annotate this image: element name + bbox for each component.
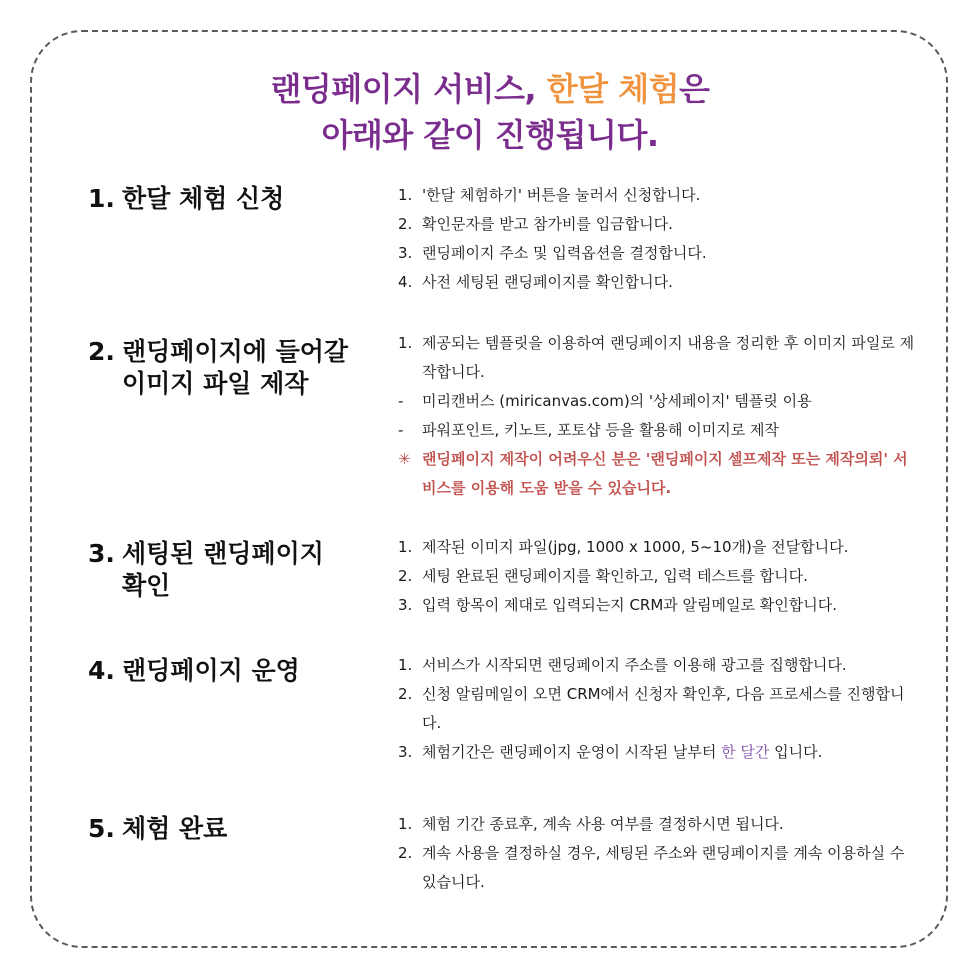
section-title: 4. 랜딩페이지 운영 [88,656,300,685]
highlight-text: 한 달간 [721,743,770,761]
list-item: 1. '한달 체험하기' 버튼을 눌러서 신청합니다. [398,186,701,204]
list-item: - 미리캔버스 (miricanvas.com)의 '상세페이지' 템플릿 이용 [398,392,812,410]
section-title: 1. 한달 체험 신청 [88,184,285,213]
list-item: 3. 입력 항목이 제대로 입력되는지 CRM과 알림메일로 확인합니다. [398,596,837,614]
list-item: 2. 계속 사용을 결정하실 경우, 세팅된 주소와 랜딩페이지를 계속 이용하실 수 있습니다. [398,844,905,891]
section-items [398,329,918,503]
section-items [398,810,918,897]
list-item: 3. 랜딩페이지 주소 및 입력옵션을 결정합니다. [398,244,707,262]
notice-item: ✳ 랜딩페이지 제작이 어려우신 분은 '랜딩페이지 셀프제작 또는 제작의뢰' 서비스를 이용해 도움 받을 수 있습니다. [398,450,908,497]
list-item: 4. 사전 세팅된 랜딩페이지를 확인합니다. [398,273,673,291]
section-items [398,651,918,767]
list-item: 2. 세팅 완료된 랜딩페이지를 확인하고, 입력 테스트를 합니다. [398,567,808,585]
section-title: 5. 체험 완료 [88,814,228,843]
section-items [398,181,918,297]
list-item: 3. 체험기간은 랜딩페이지 운영이 시작된 날부터 한 달간 입니다. [398,743,823,761]
page-title: 랜딩페이지 서비스, 한달 체험은 아래와 같이 진행됩니다. [270,70,710,154]
list-item: - 파워포인트, 키노트, 포토샵 등을 활용해 이미지로 제작 [398,421,779,439]
list-item: 1. 제공되는 템플릿을 이용하여 랜딩페이지 내용을 정리한 후 이미지 파일로 제작합니다. [398,334,915,381]
section-title: 2. 랜딩페이지에 들어갈 이미지 파일 제작 [88,337,349,398]
list-item: 1. 체험 기간 종료후, 계속 사용 여부를 결정하시면 됩니다. [398,815,784,833]
list-item: 2. 확인문자를 받고 참가비를 입금합니다. [398,215,673,233]
section-items [398,533,918,620]
list-item: 1. 제작된 이미지 파일(jpg, 1000 x 1000, 5~10개)을 전달합니다. [398,538,849,556]
list-item: 1. 서비스가 시작되면 랜딩페이지 주소를 이용해 광고를 집행합니다. [398,656,847,674]
list-item: 2. 신청 알림메일이 오면 CRM에서 신청자 확인후, 다음 프로세스를 진행합니다. [398,685,905,732]
section-title: 3. 세팅된 랜딩페이지 확인 [88,539,324,600]
